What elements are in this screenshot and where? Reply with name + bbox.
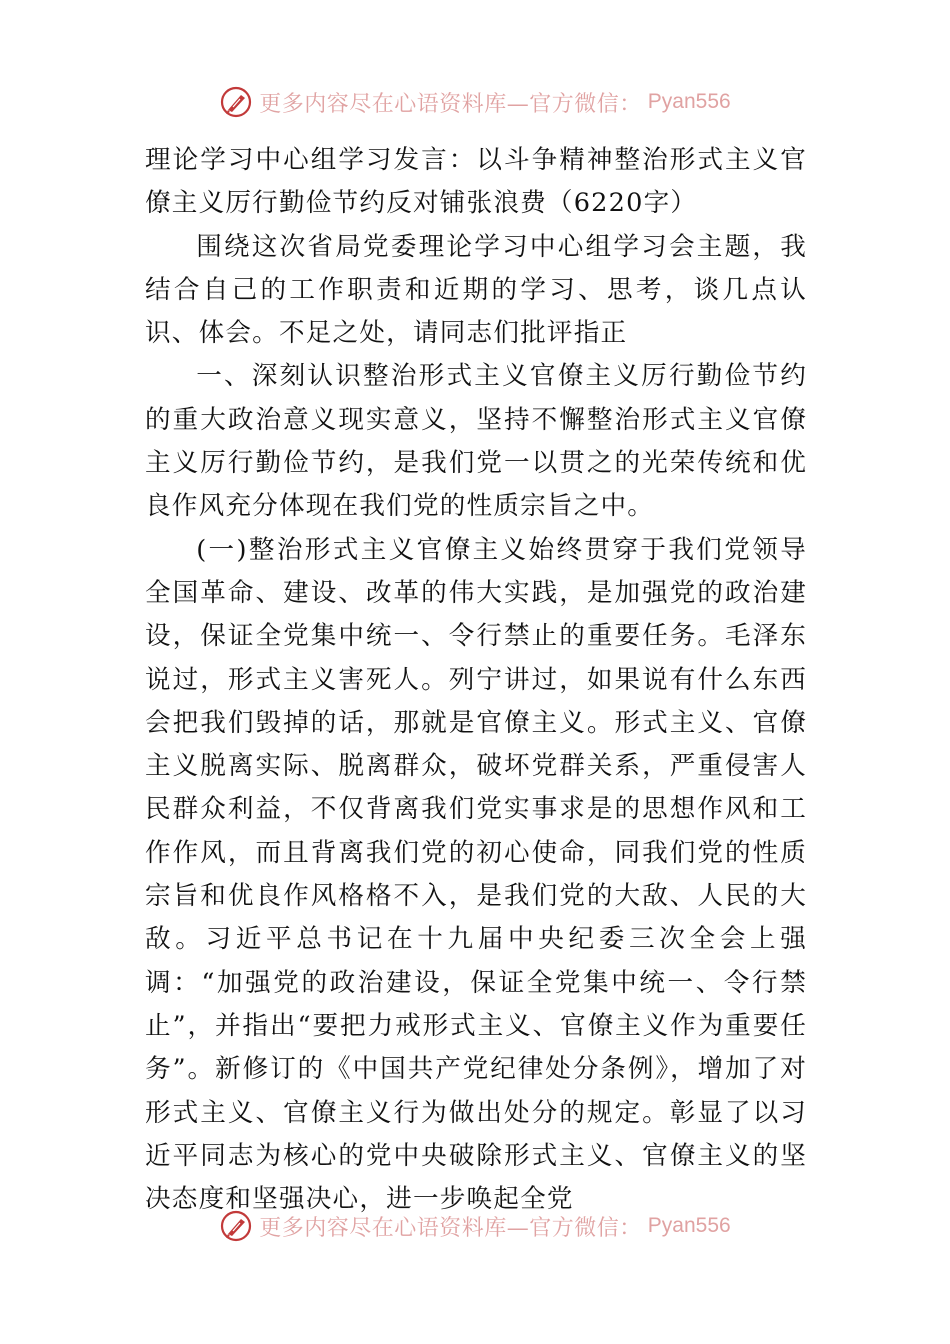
watermark-text: 更多内容尽在心语资料库—官方微信： [259,1215,642,1241]
watermark-handle: Pyan556 [647,90,731,113]
paragraph-section-1: 一、深刻认识整治形式主义官僚主义厉行勤俭节约的重大政治意义现实意义，坚持不懈整治形式主义官僚主义厉行勤俭节约，是我们党一以贯之的光荣传统和优良作风充分体现在我们党的性质宗旨之中。 [145,361,807,522]
watermark-header [0,82,950,122]
pen-nib-logo-icon [219,1209,253,1243]
watermark-footer [0,1206,950,1246]
watermark-handle: Pyan556 [647,1214,731,1237]
watermark-text: 更多内容尽在心语资料库—官方微信： [259,91,642,117]
document-body [145,139,807,1221]
paragraph-intro: 围绕这次省局党委理论学习中心组学习会主题，我结合自己的工作职责和近期的学习、思考，谈几点认识、体会。不足之处，请同志们批评指正 [145,231,807,349]
paragraph-subsection-1: (一)整治形式主义官僚主义始终贯穿于我们党领导全国革命、建设、改革的伟大实践，是加强党的政治建设，保证全党集中统一、令行禁止的重要任务。毛泽东说过，形式主义害死人。列宁讲过，如果说有什么东西会把我们毁掉的话，那就是官僚主义。形式主义、官僚主义脱离实际、脱离群众，破坏党群关系，严重侵害人民群众利益，不仅背离我们党实事求是的思想作风和工作作风，而且背离我们党的初心使命，同我们党的性质宗旨和优良作风格格不入，是我们党的大敌、人民的大敌。习近平总书记在十九届中央纪委三次全会上强调：“加强党的政治建设，保证全党集中统一、令行禁止”，并指出“要把力戒形式主义、官僚主义作为重要任务”。新修订的《中国共产党纪律处分条例》，增加了对形式主义、官僚主义行为做出处分的规定。彰显了以习近平同志为核心的党中央破除形式主义、官僚主义的坚决态度和坚强决心，进一步唤起全党 [145,534,807,1215]
document-title: 理论学习中心组学习发言：以斗争精神整治形式主义官僚主义厉行勤俭节约反对铺张浪费（6220字） [145,145,807,219]
pen-nib-logo-icon [219,85,253,119]
